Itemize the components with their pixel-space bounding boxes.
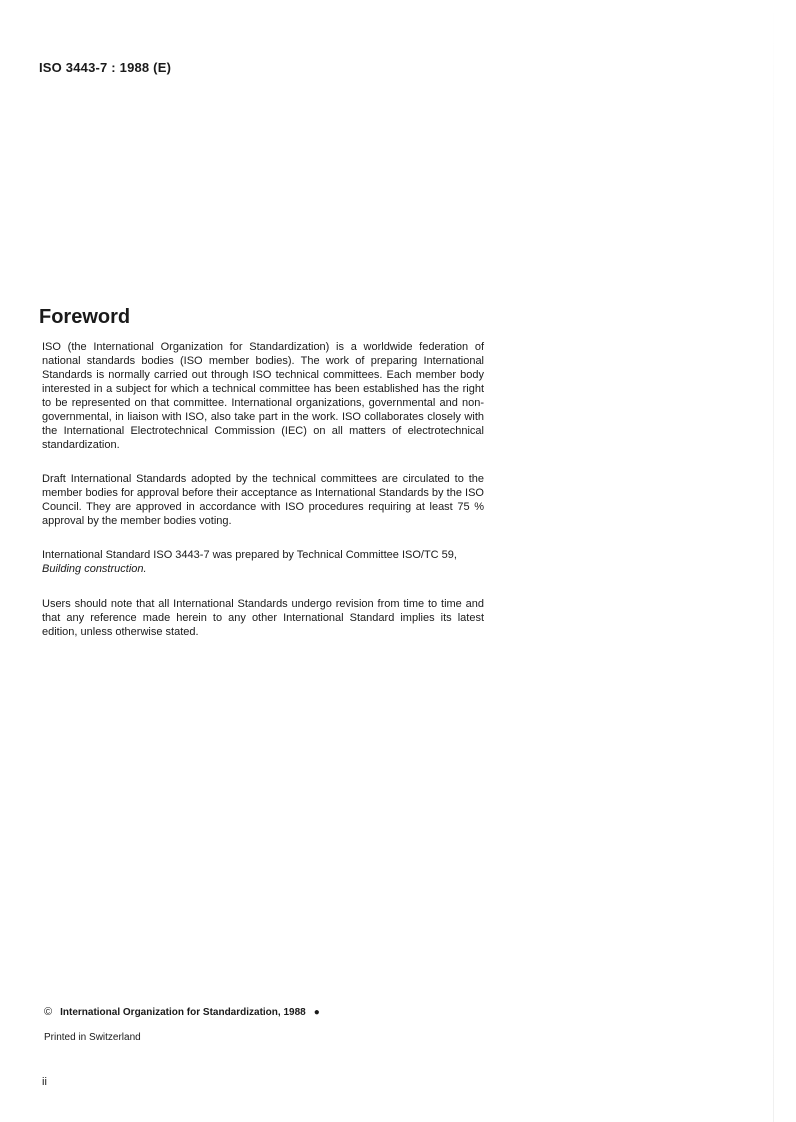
foreword-paragraph-3 xyxy=(42,548,484,576)
page-number: ii xyxy=(42,1076,47,1088)
copyright-notice xyxy=(44,1006,320,1018)
bullet-icon: ● xyxy=(313,1007,320,1018)
foreword-paragraph-2: Draft International Standards adopted by the technical committees are circulated to the member bodies for approval before their acceptance as International Standards by the ISO Council. They are approved in accordance with ISO procedures requiring at least 75 % approval by the member bodies voting. xyxy=(42,473,484,527)
document-reference: ISO 3443-7 : 1988 (E) xyxy=(39,60,172,75)
copyright-icon: © xyxy=(44,1006,53,1018)
foreword-paragraph-1: ISO (the International Organization for Standardization) is a worldwide federation of national standards bodies (ISO member bodies). The work of preparing International Standards is normally carried out through ISO technical committees. Each member body interested in a subject for which a technical committee has been established has the right to be represented on that committee. International organizations, governmental and non-governmental, in liaison with ISO, also take part in the work. ISO collaborates closely with the International Electrotechnical Commission (IEC) on all matters of electrotechnical standardization. xyxy=(42,341,484,451)
committee-statement: International Standard ISO 3443-7 was prepared by Technical Committee ISO/TC 59, xyxy=(42,549,457,561)
scan-edge xyxy=(773,0,774,1122)
copyright-text: International Organization for Standardization, 1988 xyxy=(60,1007,306,1018)
printed-location: Printed in Switzerland xyxy=(44,1032,141,1043)
foreword-title: Foreword xyxy=(39,306,131,328)
committee-name: Building construction. xyxy=(42,563,147,575)
foreword-paragraph-4: Users should note that all International Standards undergo revision from time to time and that any reference made herein to any other International Standard implies its latest edition, unless otherwise stated. xyxy=(42,598,484,638)
